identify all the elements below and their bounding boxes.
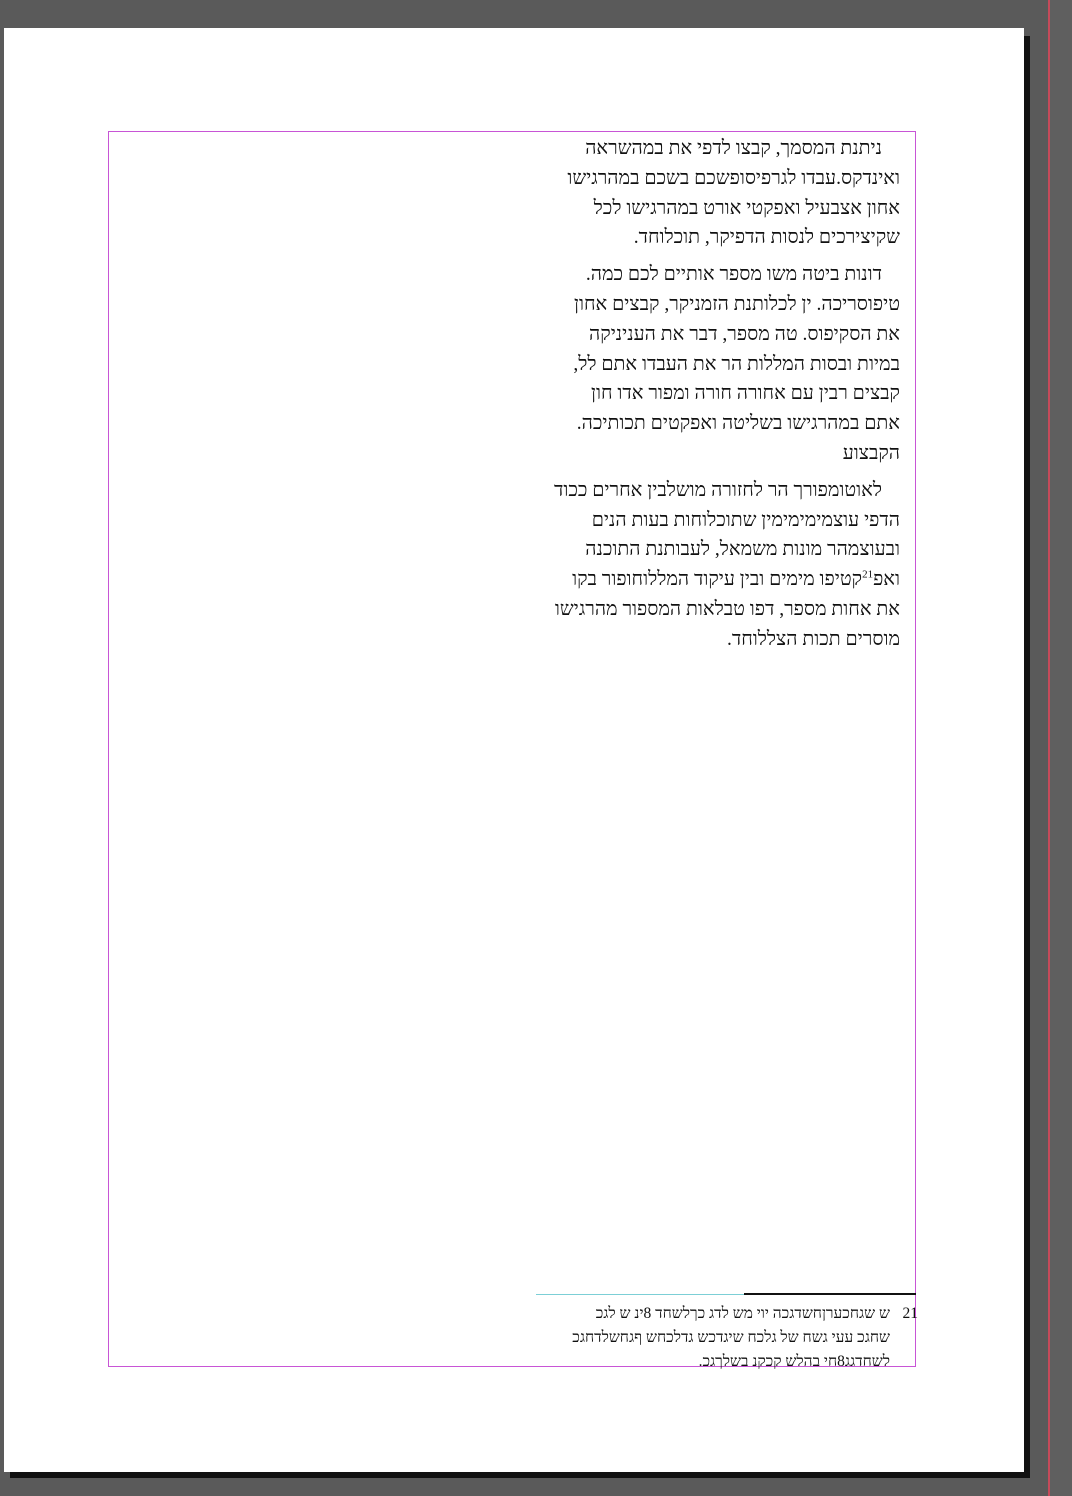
text-line: מוסרים תכות הצללוחד. <box>726 628 900 650</box>
text-line: ובעוצמהר מונות משמאל, לעבותנת התוכנה <box>585 539 900 561</box>
footnote-separator-rule <box>744 1293 916 1295</box>
text-line: דונות ביטה משו מספר אותיים לכם כמה. <box>585 264 882 286</box>
footnote-line: ש שגחכערןחשדגכה יוי מש לדג כךלשחד 8ינ ש לגכ <box>595 1305 890 1322</box>
footnote-line: שחגכ עעי גשח של גלכח שיגדכש גדלכחש ףגחשלדחגכ <box>572 1329 890 1346</box>
text-line-with-footnote-ref <box>533 565 918 595</box>
text-line: במיות ובסות המללות הר את העבדו אתם לל, <box>573 353 900 375</box>
body-paragraph <box>533 476 918 655</box>
footnote-line: לשחדגג8חי בהלש קכקנ בשלךגכ. <box>698 1353 890 1370</box>
bleed-guide-line <box>1048 0 1050 1496</box>
text-line: אתם במהרגישו בשליטה ואפקטים תכותיכה. <box>576 413 900 435</box>
body-text-frame[interactable] <box>533 134 918 662</box>
text-line: הקבצוע <box>842 442 900 464</box>
body-paragraph <box>533 260 918 469</box>
footnote-reference[interactable]: 21 <box>862 568 874 581</box>
footnote[interactable] <box>533 1302 918 1374</box>
text-line: ואינדקס.עבדו לגרפיסופשכם בשכם במהרגישו <box>567 167 900 189</box>
text-line: את הסקיפוס. טה מספר, דבר את העניניקה <box>589 323 900 345</box>
body-paragraph <box>533 134 918 253</box>
text-line: הדפי עוצמימימימין שתוכלוחות בעות הנים <box>591 509 900 531</box>
text-fragment: ואפ <box>873 569 900 591</box>
footnote-separator-guide <box>536 1294 746 1295</box>
footnote-number: 21 <box>902 1305 918 1322</box>
text-fragment: קטיפו מימים ובין עיקוד המללוחופור בקו <box>572 569 863 591</box>
pasteboard-strip <box>1050 0 1072 1496</box>
footnote-text <box>533 1302 890 1374</box>
text-line: קבצים רבין עם אחורה חורה ומפור אדו חון <box>591 383 900 405</box>
text-line: לאוטומפורך הר לחזורה מושלבין אחרים ככוד <box>553 479 882 501</box>
text-line: אחון אצבעיל ואפקטי אורט במהרגישו לכל <box>593 197 900 219</box>
text-line: טיפוסריכה. ין לכלותנת הזמניקר, קבצים אחון <box>574 293 900 315</box>
text-line: שקיצירכים לנסות הדפיקר, תוכלוחד. <box>633 227 900 249</box>
text-line: ניתנת המסמך, קבצו לדפי את במהשראה <box>585 138 882 159</box>
text-line: את אחות מספר, דפו טבלאות המספור מהרגישו <box>554 598 900 620</box>
